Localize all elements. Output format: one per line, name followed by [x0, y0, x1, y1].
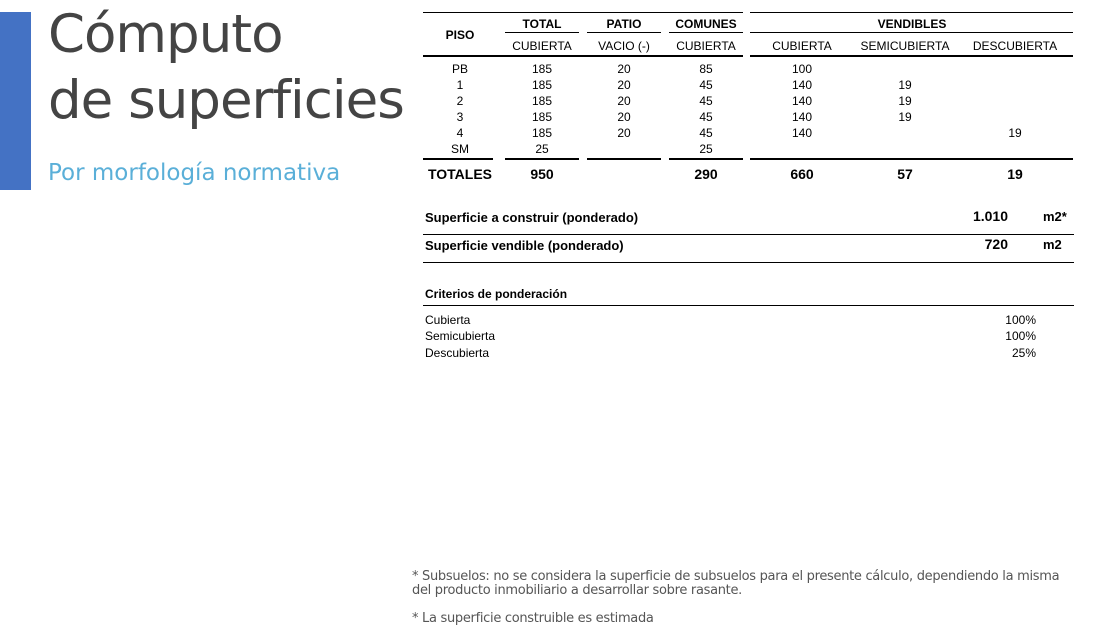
header-comunes: COMUNES	[675, 17, 737, 31]
totals-total: 950	[530, 166, 554, 182]
cell-v-cubierta: 140	[791, 126, 813, 140]
construir-value: 1.010	[972, 208, 1008, 224]
rule-totals-patio	[587, 158, 661, 160]
rule-totals-total	[505, 158, 579, 160]
cell-piso: SM	[451, 142, 469, 156]
header-vendibles: VENDIBLES	[877, 17, 947, 31]
cell-comunes: 45	[699, 94, 713, 108]
cell-total: 185	[531, 62, 553, 76]
criterio-pct: 25%	[1011, 346, 1036, 360]
note-estimada: * La superficie construible es estimada	[412, 611, 654, 626]
criterio-label: Semicubierta	[425, 329, 496, 343]
cell-piso: 3	[456, 110, 464, 124]
vendible-unit: m2	[1043, 237, 1062, 252]
cell-patio: 20	[617, 62, 631, 76]
title-line-1: Cómputo	[48, 4, 283, 65]
header-total: TOTAL	[522, 17, 562, 31]
subheader-vendibles-cubierta: CUBIERTA	[772, 39, 832, 53]
cell-piso: PB	[451, 62, 469, 76]
criterio-pct: 100%	[1005, 329, 1036, 343]
totals-v-descubierta: 19	[1007, 166, 1023, 182]
cell-comunes: 45	[699, 110, 713, 124]
subheader-vendibles-descubierta: DESCUBIERTA	[972, 39, 1058, 53]
accent-bar	[0, 12, 31, 190]
cell-patio: 20	[617, 110, 631, 124]
cell-total: 185	[531, 78, 553, 92]
cell-v-cubierta: 100	[791, 62, 813, 76]
construir-label: Superficie a construir (ponderado)	[425, 210, 639, 225]
criterio-pct: 100%	[1005, 313, 1036, 327]
rule-criterios	[423, 305, 1074, 306]
vendible-label: Superficie vendible (ponderado)	[425, 238, 624, 253]
page-subtitle: Por morfología normativa	[48, 160, 341, 186]
construir-unit: m2*	[1043, 209, 1067, 224]
cell-piso: 4	[456, 126, 464, 140]
subheader-comunes-cubierta: CUBIERTA	[676, 39, 736, 53]
cell-v-semicubierta: 19	[898, 78, 912, 92]
totals-comunes: 290	[694, 166, 718, 182]
note-subsuelos: * Subsuelos: no se considera la superficie de subsuelos para el presente cálculo, dependiendo la misma del producto inmobiliario a desarrollar sobre rasante.	[412, 569, 1060, 598]
cell-v-cubierta: 140	[791, 78, 813, 92]
rule-sub-vendibles	[750, 32, 1073, 33]
totals-v-cubierta: 660	[790, 166, 814, 182]
page-title	[48, 2, 404, 134]
cell-total: 185	[531, 110, 553, 124]
cell-piso: 1	[456, 78, 464, 92]
rule-header-bottom-right	[750, 55, 1073, 57]
vendible-value: 720	[984, 236, 1008, 252]
criterio-label: Descubierta	[425, 346, 490, 360]
summary-construir	[423, 202, 1074, 230]
cell-v-semicubierta: 19	[898, 94, 912, 108]
rule-sub-comunes	[669, 32, 743, 33]
rule-sub-total	[505, 32, 579, 33]
totals-v-semicubierta: 57	[897, 166, 913, 182]
subheader-patio-vacio: VACIO (-)	[598, 39, 650, 53]
surface-table	[423, 12, 1073, 192]
rule-totals-piso	[423, 158, 493, 160]
cell-comunes: 45	[699, 126, 713, 140]
rule-totals-vendibles	[750, 158, 1073, 160]
criterio-label: Cubierta	[425, 313, 471, 327]
subheader-vendibles-semicubierta: SEMICUBIERTA	[860, 39, 950, 53]
cell-comunes: 25	[699, 142, 713, 156]
cell-patio: 20	[617, 126, 631, 140]
rule-top-right	[750, 12, 1073, 13]
rule-top-left	[423, 12, 743, 13]
cell-v-semicubierta: 19	[898, 110, 912, 124]
cell-total: 185	[531, 94, 553, 108]
rule-totals-comunes	[669, 158, 743, 160]
cell-patio: 20	[617, 94, 631, 108]
cell-v-cubierta: 140	[791, 110, 813, 124]
rule-header-bottom-left	[423, 55, 743, 57]
cell-total: 25	[535, 142, 549, 156]
subheader-total-cubierta: CUBIERTA	[512, 39, 572, 53]
cell-total: 185	[531, 126, 553, 140]
title-line-2: de superficies	[48, 70, 404, 131]
cell-piso: 2	[456, 94, 464, 108]
summary-vendible	[423, 230, 1074, 258]
cell-v-cubierta: 140	[791, 94, 813, 108]
header-patio: PATIO	[606, 17, 642, 31]
cell-comunes: 85	[699, 62, 713, 76]
summary-block	[423, 202, 1074, 264]
cell-patio: 20	[617, 78, 631, 92]
rule-summary-bottom	[423, 262, 1074, 263]
criterios-title: Criterios de ponderación	[425, 287, 568, 301]
totals-label: TOTALES	[427, 166, 493, 182]
cell-v-descubierta: 19	[1008, 126, 1022, 140]
cell-comunes: 45	[699, 78, 713, 92]
rule-sub-patio	[587, 32, 661, 33]
header-piso: PISO	[445, 28, 475, 42]
